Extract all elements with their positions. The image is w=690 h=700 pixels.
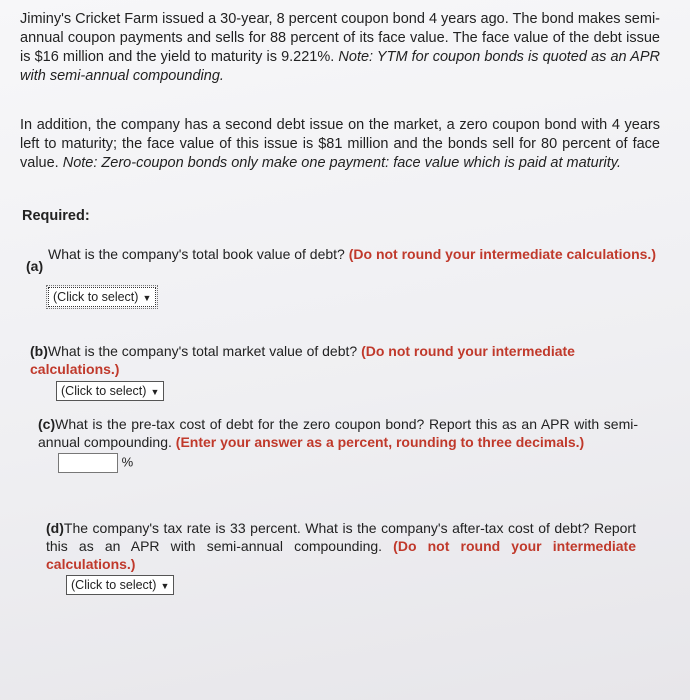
question-a-instruction: (Do not round your intermediate calculations.)	[348, 246, 656, 262]
question-c-letter: (c)	[38, 416, 56, 432]
question-c	[38, 415, 638, 473]
question-b-text-wrap	[30, 342, 642, 378]
intro-note-2: Note: Zero-coupon bonds only make one payment: face value which is paid at maturity.	[62, 155, 622, 171]
chevron-down-icon: ▼	[150, 387, 160, 397]
question-a-letter: (a)	[26, 258, 44, 274]
question-d	[46, 519, 636, 595]
intro-paragraph-2	[20, 116, 660, 173]
question-b-select-label: (Click to select)	[61, 384, 147, 398]
chevron-down-icon: ▼	[142, 293, 152, 303]
question-b-letter: (b)	[30, 343, 48, 359]
question-d-select-label: (Click to select)	[71, 578, 157, 592]
intro-note-1: Note: YTM for coupon bonds is quoted as an APR with semi-annual compounding.	[20, 49, 660, 84]
question-b-text: What is the company's total market value of debt?	[47, 343, 358, 359]
question-b-select[interactable]	[56, 381, 164, 401]
question-c-text-wrap	[38, 415, 638, 451]
question-a	[22, 245, 662, 315]
question-d-instruction: (Do not round your intermediate calculations.)	[46, 538, 637, 572]
required-heading: Required:	[22, 208, 90, 224]
question-d-letter: (d)	[46, 520, 64, 536]
question-c-text: What is the pre-tax cost of debt for the zero coupon bond? Report this as an APR with semi-annual compounding.	[38, 416, 638, 450]
intro-text-1: Jiminy's Cricket Farm issued a 30-year, 8 percent coupon bond 4 years ago. The bond makes semi-annual coupon payments and sells for 88 percent of its face value. The face value of the debt issue is $16 million and the yield to maturity is 9.221%.	[20, 11, 661, 65]
question-d-text: The company's tax rate is 33 percent. What is the company's after-tax cost of debt? Report this as an APR with semi-annual compounding.	[46, 520, 636, 554]
chevron-down-icon: ▼	[160, 581, 170, 591]
question-a-select-label: (Click to select)	[53, 290, 139, 304]
question-a-text: What is the company's total book value of debt?	[48, 246, 345, 262]
question-c-instruction: (Enter your answer as a percent, rounding to three decimals.)	[175, 434, 585, 450]
question-c-answer	[58, 453, 638, 473]
intro-paragraph-1	[20, 10, 660, 86]
question-d-text-wrap	[46, 519, 636, 573]
percent-unit: %	[121, 454, 134, 470]
question-a-select[interactable]	[48, 287, 156, 307]
intro-text-2: In addition, the company has a second debt issue on the market, a zero coupon bond with 4 years left to maturity; the face value of this issue is $81 million and the bonds sell for 80 percent of face value.	[20, 117, 660, 171]
question-b	[30, 342, 650, 401]
question-b-instruction: (Do not round your intermediate calculations.)	[30, 343, 575, 377]
question-a-text-wrap	[48, 245, 658, 263]
question-d-select[interactable]	[66, 575, 174, 595]
question-c-input[interactable]	[58, 453, 118, 473]
